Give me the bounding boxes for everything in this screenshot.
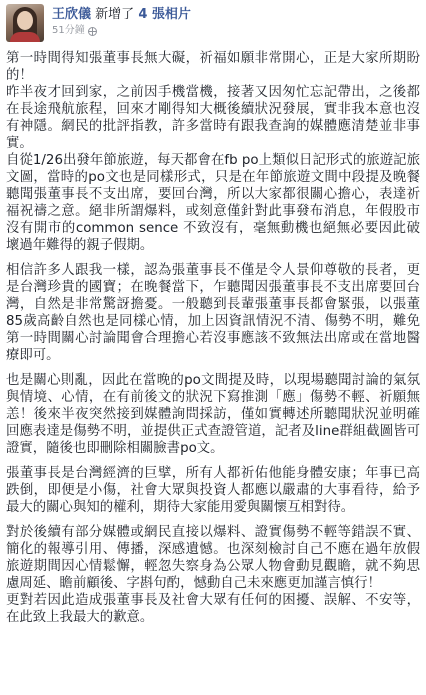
author-name-link[interactable]: 王欣儀 (52, 7, 92, 22)
photo-count-link[interactable]: 4 張相片 (138, 7, 191, 22)
post-paragraph: 第一時間得知張董事長無大礙，祈福如願非常開心，正是大家所期盼的！ 昨半夜才回到家，之前因手機當機，接著又因匆忙忘記帶出，之後都在長途飛航旅程，回來才剛得知大概後續狀況發展，實非我本意也沒有神隱。網民的批評指教，許多當時有跟我查詢的媒體應清楚並非事實。 自從1/26出發年節旅遊，每天都會在fb po上類似日記形式的旅遊記旅文圖，當時的po文也是同樣形式，只是在年節旅遊文間中段提及晚餐聽聞張董事長不支出席，要回台灣，所以大家都很關心擔心，表達祈福祝禱之意。絕非所謂爆料，或刻意僅針對此事發布消息，年假股市沒有開市的common sence 不致沒有，毫無動機也絕無必要因此破壞過年難得的親子假期。 (6, 51, 420, 253)
post-paragraph: 也是關心則亂，因此在當晚的po文間提及時，以現場聽聞討論的氣氛與情境、心情，在有前後文的狀況下寫推測「應」傷勢不輕、祈願無恙！後來半夜突然接到媒體詢問採訪，僅如實轉述所聽聞狀況並明確回應表達是傷勢不明，並提供正式查證管道，記者及line群組截圖皆可證實，隨後也即刪除相關臉書po文。 (6, 373, 420, 456)
post-action-text: 新增了 (95, 7, 135, 22)
avatar-shoulders (10, 32, 40, 42)
post-headline (52, 6, 191, 23)
post-header-text (52, 4, 191, 38)
author-avatar[interactable] (6, 4, 44, 42)
post-paragraph: 張董事長是台灣經濟的巨擘，所有人都祈佑他能身體安康；年事已高跌倒，即便是小傷，社會大眾與投資人都應以嚴肅的大事看待，給予最大的關心與知的權利，期待大家能用愛與關懷互相對待。 (6, 466, 420, 515)
post-meta (52, 24, 191, 38)
avatar-face (17, 11, 33, 30)
post-body (6, 50, 420, 626)
globe-icon (88, 27, 97, 36)
post-timestamp[interactable]: 51分鐘 (52, 25, 85, 36)
post-paragraph: 相信許多人跟我一樣，認為張董事長不僅是令人景仰尊敬的長者，更是台灣珍貴的國寶；在晚餐當下，乍聽聞因張董事長不支出席要回台灣，自然是非常驚訝擔憂。一般聽到長輩張董事長都會緊張，以張董85歲高齡自然也是同樣心情，加上因資訊情況不清、傷勢不明，難免第一時間關心討論聞會合理擔心若沒事應該不致無法出席或在當地醫療即可。 (6, 263, 420, 363)
post-paragraph: 對於後續有部分媒體或網民直接以爆料、證實傷勢不輕等錯誤不實、簡化的報導引用、傳播，深感遺憾。也深刻檢討自己不應在過年放假旅遊期間因心情鬆懈，輕忽失察身為公眾人物會動見觀瞻，就不夠思慮周延、瞻前顧後、字斟句酌，憾動自己未來應更加謹言慎行！ 更對若因此造成張董事長及社會大眾有任何的困擾、誤解、不安等，在此致上我最大的歉意。 (6, 525, 420, 625)
post-header (6, 4, 420, 48)
